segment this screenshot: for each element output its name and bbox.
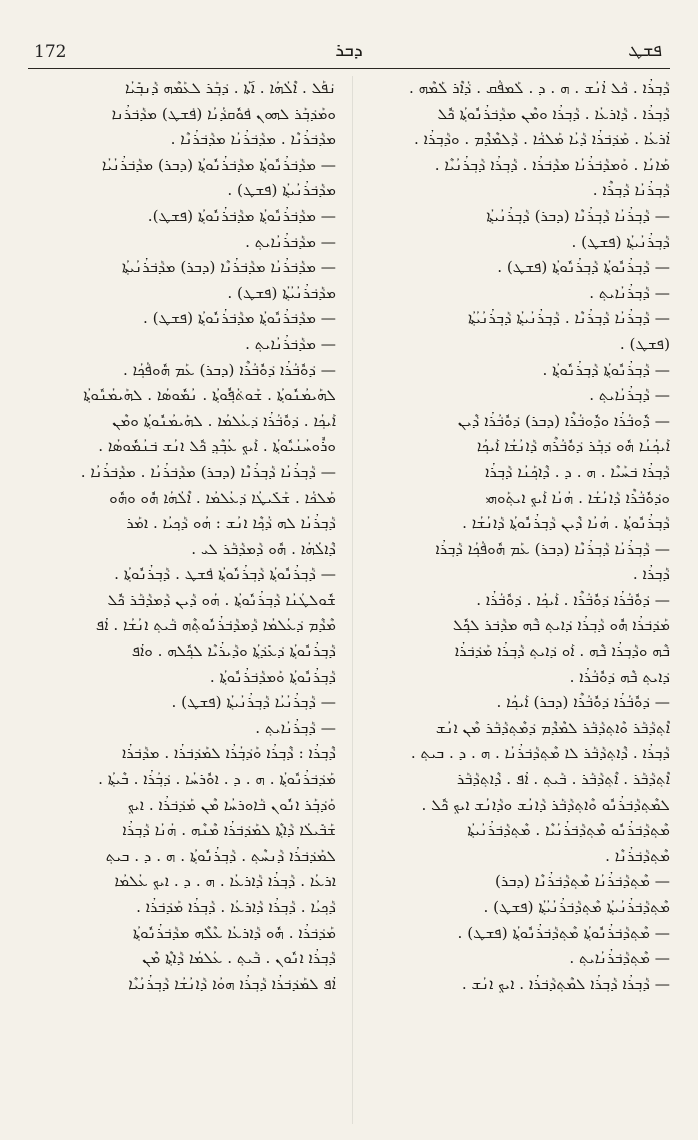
entry-line: ܡܰܐܢܳܐ . ܘܰܡܕ݁ܰܒ݁ܪܳܢܳܐ ܡܕ݁ܰܒ݁ܪܳܐ . ܕ݁ܰܒ݂ܪܳܐ ܕ݁ܰܒ݂ܪܳܢܳܝܶܐ . bbox=[434, 155, 670, 174]
entry-line: — ܕ݁ܘܽܒ݁ܳܪܳܐ ܕ݁ܘܽܒ݁ܳܪܶܐ (ܕܒܪ) ܐܰܝܟ݂ܳܐ . bbox=[496, 693, 670, 712]
running-head-right: ܦܫܛ bbox=[628, 40, 662, 61]
entry-line: — ܕ݁ܽܘܒ݁ܳܪܳܐ ܘܕ݁ܽܘܒ݁ܳܪܶܐ (ܕܒܪ) ܕ݁ܘܽܒ݁ܳܪܳܐ ܕ݁ܶܝܢ bbox=[457, 411, 670, 430]
entry-line: ܐܰܝܟ݂ܳܐ . ܕ݁ܘܽܒ݁ܳܪܳܐ ܕ݁ܥܳܠܡܳܐ . ܠܗܰܝܡܳܢܽܘܬ݂ܳܐ ܘܡܶܢ bbox=[112, 411, 336, 430]
page-header bbox=[28, 42, 670, 69]
entry-line: ܐܶܬ݂ܕ݁ܰܒ݁ܰܪ ܘܶܐܬ݂ܕ݁ܰܒ݁ܰܪ ܠܡܶܕ݁ܶܡ ܕ݁ܡܶܬ݂ܕ݁ܰܒ݁ܰܪ ܡܶܢ ܐܢܳܫ bbox=[435, 718, 670, 737]
entry-line: ܡܶܬ݂ܕ݁ܰܒ݁ܪܳܢܶܐ . bbox=[605, 846, 670, 865]
entry-line: ܡܰܠܟ݁ܳܐ . ܫܰܠܺܝܛܳܐ ܕ݁ܥܳܠܡܳܐ . ܐܶܠܳܗܳܐ ܗܽܘ ܘܗܽܘ bbox=[109, 488, 336, 507]
entry-line: — ܡܕ݁ܰܒ݁ܪܳܢܳܐܝܬ݂ . bbox=[245, 232, 336, 251]
entry-line: ܕ݁ܐܝܬ݂ ܒ݁ܶܗ ܕ݁ܘܽܒ݁ܳܪܳܐ . bbox=[569, 667, 670, 686]
right-column bbox=[370, 76, 670, 1124]
entry-line: ܐܳܦ ܠܡܰܕ݁ܒ݁ܪܳܐ ܕ݁ܰܒ݂ܪܳܐ ܗܘܳܐ ܕ݁ܰܐܢܳܫܳܐ ܕ݁ܰܒ݂ܪܳܢܳܝܶܐ bbox=[128, 974, 336, 993]
entry-line: — ܕ݁ܘܽܒ݁ܳܪܳܐ ܕ݁ܘܽܒ݁ܳܪܶܐ . ܐܰܝܟ݂ܳܐ . ܕ݁ܘܽܒ݁ܳܪܳܐ . bbox=[476, 590, 670, 609]
entry-line: ܕ݁ܰܒ݂ܪܳܢܳܐ ܠܗ ܕ݁ܳܟ݂ܶܐ ܐܢܳܫ : ܗܳܘ ܕ݁ܰܟ݂ܝܳܐ . ܐܡܰܪ bbox=[126, 514, 336, 533]
entry-line: ܕ݁ܰܒ݂ܪܳܐ ܐܢܽܘܢ . ܒ݁ܰܝܬ݂ . ܥܳܠܡܳܐ ܕ݁ܰܐܬ݂ܶܐ ܡܶܢ bbox=[142, 949, 336, 968]
entry-line: ܘܡܰܕ݁ܒ݂ܰܪ ܠܗܘܢ ܦ݁ܘܽܩܕ݁ܳܢܳܐ (ܦ݁ܫܛ) ܡܕ݁ܰܒ݁ܪܳܢܐ bbox=[111, 104, 336, 123]
entry-line: ܫܰܒ݁ܺܝܠܳܐ ܕ݁ܰܐܬ݂ܶܐ ܠܡܰܕ݁ܒ݁ܪܳܐ ܡܶܢܶܗ . ܗܳܢܳܐ ܕ݁ܰܒ݂ܪܳܐ bbox=[122, 821, 336, 840]
entry-line: ܕ݁ܰܒ݂ܪܳܐ ܒ݁ܚܰܝܶܐ . ܗ . ܕ . ܕ݁ܶܐܟ݂ܰܢܳܐ ܕ݁ܰܒ݂ܪܳܐ bbox=[485, 462, 670, 481]
entry-line: ܠܡܰܕ݁ܒ݁ܪܳܐ ܕ݁ܰܢܚܶܬ݂ . ܕ݁ܰܒ݂ܪܳܢܽܘܬ݂ܳܐ . ܗ . ܕ . ܒܝܬ݂ bbox=[105, 846, 336, 865]
entry-line: — ܕ݁ܰܒ݂ܪܳܢܳܐܝܬ݂ . bbox=[589, 283, 670, 302]
entry-line: — ܕ݁ܰܒ݂ܪܳܐ ܕ݁ܰܒ݂ܪܳܐ ܠܡܶܬ݂ܕ݁ܰܒ݁ܪܳܐ . ܐܝܟ݂ ܐܢܳܫ . bbox=[461, 974, 670, 993]
entry-line: — ܕ݁ܰܒ݂ܪܳܢܳܐ ܕ݁ܰܒ݂ܪܳܢܶܐ (ܕܒܪ) ܡܕ݁ܰܒ݁ܪܳܢܳܐ . ܡܕ݁ܰܒ݁ܪܳܢܳܐ . bbox=[80, 462, 336, 481]
entry-line: ܢ݁ܦܰܠ . ܐܶܠܳܗܳܐ . ܐ݇ܬܳܐ . ܕ݁ܒ݂ܰܪ ܠܥܰܡܶܗ ܕ݁ܰܢܒ݂ܺܝܳܐ bbox=[124, 79, 336, 97]
entry-line: ܐܳܪܥܳܐ . ܡܰܕ݁ܒ݁ܪܳܐ ܕ݁ܰܝܳܐ ܡܰܠܟ݁ܳܐ . ܕ݁ܰܠܡܶܕ݁ܶܡ . ܘܕ݁ܰܒ݂ܪܳܐ . bbox=[414, 130, 670, 149]
entry-line: ܕ݁ܶܒ݂ܪܳܐ : ܕ݁ܶܒ݂ܪܳܐ ܘܰܕ݁ܒ݂ܳܪܳܐ ܠܡܰܕ݁ܒ݁ܪܳܐ . ܡܕ݁ܰܒ݁ܪܳܐ bbox=[121, 744, 336, 763]
entry-line: — ܡܶܬ݂ܕ݁ܰܒ݁ܪܳܢܳܐܝܬ݂ . bbox=[569, 949, 670, 968]
entry-line: ܐܰܝܟ݂ܳܢܳܐ ܗܽܘ ܕ݁ܒ݂ܰܪ ܕ݁ܘܽܒ݁ܳܪܶܗ ܕ݁ܰܐܢܳܫܳܐ ܐܰܝܟ݂ܳܐ bbox=[476, 437, 670, 456]
entry-line: ܐܪܥܳܐ . ܕ݁ܰܒ݂ܪܳܐ ܕ݁ܰܐܪܥܳܐ . ܗ . ܕ . ܐܝܟ݂ ܥܳܠܡܳܐ bbox=[114, 872, 336, 891]
entry-line: — ܡܕ݁ܰܒ݁ܪܳܢܽܘܬ݂ܳܐ ܡܕ݁ܰܒ݁ܪܳܢܽܘܬ݂ܳܐ (ܦܫܛ). bbox=[147, 206, 336, 225]
entry-line: ܡܕ݁ܰܒ݁ܪܳܢܶܐ . ܡܕ݁ܰܒ݁ܪܳܢܳܐ ܡܕ݁ܰܒ݁ܪܳܢܶܐ . bbox=[170, 130, 336, 149]
entry-line: — ܕ݁ܰܒ݂ܪܳܢܳܐܝܬ݂ . bbox=[255, 718, 336, 737]
entry-line: — ܕ݁ܰܒ݂ܪܳܢܳܐ ܕ݁ܰܒ݂ܪܳܢܶܐ (ܕܒܪ) ܕ݁ܰܒ݂ܪܳܢܳܝܬ݂ܳܐ bbox=[486, 206, 670, 225]
entry-line: — ܡܕ݁ܰܒ݁ܪܳܢܳܐ ܡܕ݁ܰܒ݁ܪܳܢܶܐ (ܕܒܪ) ܡܕ݁ܰܒ݁ܪܳܢܳܝܬ݂ܳܐ bbox=[121, 258, 336, 277]
text-columns bbox=[36, 76, 670, 1124]
entry-line: ܕ݁ܰܒ݂ܪܳܢܽܘܬ݂ܳܐ ܘܰܡܕ݁ܰܒ݁ܪܳܢܽܘܬ݂ܳܐ . bbox=[209, 667, 336, 686]
entry-line: ܕ݁ܰܒ݂ܪܳܐ . ܟ݁ܰܠ ܐܳܢܳܫ . ܗ . ܕ . ܠܰܡܦ݁ܳܩ . ܕ݁ܳܐܶܪ ܠܰܡܶܗ . bbox=[408, 79, 670, 97]
entry-line: ܡܕ݁ܰܒ݁ܪܳܢܳܝܬ݂ܳܐ (ܦܫܛ) . bbox=[227, 181, 336, 200]
entry-line: — ܕ݁ܰܒ݂ܪܳܢܽܘܬ݂ܳܐ ܕ݁ܰܒ݂ܪܳܢܽܘܬ݂ܳܐ ܦ݁ܫܛ . ܕ݁ܰܒ݂ܪܳܢܽܘܬ݂ܳܐ . bbox=[114, 565, 336, 584]
entry-line: ܕ݁ܰܟ݂ܝܳܐ . ܕ݁ܰܒ݂ܪܳܐ ܕ݁ܰܐܪܥܳܐ . ܕ݁ܰܒ݂ܪܳܐ ܡܰܕ݁ܒ݁ܪܳܐ . bbox=[136, 898, 336, 916]
entry-line: ܕ݁ܰܒ݂ܪܳܐ . ܕ݁ܰܐܪܥܳܐ . ܕ݁ܰܒ݂ܪܳܐ ܘܡܶܢ ܡܕ݁ܰܒ݁ܪܳܢܽܘܬ݂ܳܐ ܟ݁ܽܠ bbox=[437, 104, 670, 123]
entry-line: ܐܶܬ݂ܕ݁ܰܒ݁ܰܪ . ܐܶܬ݂ܕ݁ܰܒ݁ܰܪ . ܒ݁ܰܝܬ݂ . ܐܳܦ . ܕ݁ܶܐܬ݂ܕ݁ܰܒ݁ܰܪ bbox=[456, 770, 670, 789]
page-number: 172 bbox=[34, 42, 67, 62]
entry-line: (ܦܫܛ) . bbox=[619, 334, 670, 353]
entry-line: ܘܰܕ݁ܒ݂ܰܪ ܐܢܽܘܢ ܒ݁ܰܐܘܪܚܳܐ ܡܶܢ ܡܰܕ݁ܒ݁ܪܳܐ . ܐܝܟ݂ bbox=[127, 795, 336, 814]
entry-line: — ܕ݁ܰܒ݂ܪܳܢܳܐ ܕ݁ܰܒ݂ܪܳܢܶܐ . ܕ݁ܰܒ݂ܪܳܢܳܝܬ݂ܳܐ ܕ݁ܰܒ݂ܪܳܢܳܝܳܬ݂ܳܐ bbox=[468, 309, 670, 328]
entry-line: ܡܰܕ݁ܒ݁ܪܳܐ . ܗܽܘ ܕ݁ܰܐܪܥܳܐ ܥܶܠܶܗ ܡܕ݁ܰܒ݁ܪܳܢܽܘܬ݂ܳܐ bbox=[132, 923, 336, 942]
entry-line: ܫܽܘܠܛܳܢܳܐ ܕ݁ܰܒ݂ܪܳܢܽܘܬ݂ܳܐ . ܗܳܘ ܕ݁ܰܝܢ ܕ݁ܰܡܕ݁ܰܒ݁ܰܪ ܟ݁ܽܠ bbox=[107, 590, 336, 609]
entry-line: ܕ݁ܰܒ݂ܪܳܢܽܘܬ݂ܳܐ . ܗܳܢܳܐ ܕ݁ܶܝܢ ܕ݁ܰܒ݂ܪܳܢܽܘܬ݂ܳܐ ܕ݁ܰܐܢܳܫܳܐ . bbox=[462, 514, 670, 533]
entry-line: — ܕ݁ܘܽܒ݁ܳܪܳܐ ܕ݁ܘܽܒ݁ܳܪܶܐ (ܕܒܪ) ܥܰܡ ܗܽܘܦ݁ܳܟ݂ܳܐ . bbox=[122, 360, 336, 379]
entry-line: — ܕ݁ܰܒ݂ܪܳܢܳܐ ܕ݁ܰܒ݂ܪܳܢܶܐ (ܕܒܪ) ܥܰܡ ܗܽܘܦ݁ܳܟ݂ܳܐ ܕ݁ܰܒ݂ܪܳܐ bbox=[435, 539, 670, 558]
entry-line: ܕ݁ܰܒ݂ܪܳܢܽܘܬ݂ܳܐ ܕ݁ܥܺܕ݁ܬ݂ܳܐ ܘܕ݁ܰܝܪܳܝܶܐ ܠܟ݂ܽܠܗ . ܘܐܳܦ bbox=[131, 642, 336, 661]
entry-line: ܘܪܽܘܚܳܢܳܝܽܘܬ݂ܳܐ . ܐܰܝܟ݂ ܥܳܒ݂ܶܕ݂ ܟ݁ܽܠ ܐܢܳܫ ܒ݁ܢܳܡܽܘܣܳܐ . bbox=[98, 437, 336, 456]
entry-line: ܕ݁ܰܒ݂ܪܳܢܳܝܬ݂ܳܐ (ܦܫܛ) . bbox=[571, 232, 670, 251]
entry-line: — ܡܕ݁ܰܒ݁ܪܳܢܽܘܬ݂ܳܐ ܡܕ݁ܰܒ݁ܪܳܢܽܘܬ݂ܳܐ (ܦܫܛ) . bbox=[142, 309, 336, 328]
entry-line: ܕ݁ܶܐܠܳܗܳܐ . ܗܽܘ ܕ݁ܰܡܕ݁ܰܒ݁ܰܪ ܠܝ . bbox=[191, 539, 336, 558]
entry-line: ܕ݁ܰܒ݂ܪܳܐ . ܕ݁ܶܐܬ݂ܕ݁ܰܒ݁ܰܪ ܠܐ ܡܶܬ݂ܕ݁ܰܒ݁ܪܳܢܳܐ . ܗ . ܕ . ܒܝܬ݂ . bbox=[410, 744, 670, 763]
entry-line: ܡܕ݁ܰܒ݁ܪܳܢܳܝܳܬ݂ܳܐ (ܦܫܛ) . bbox=[227, 283, 336, 302]
entry-line: ܕ݁ܰܒ݂ܪܳܐ . bbox=[632, 565, 670, 584]
entry-line: ܠܗܰܝܡܳܢܽܘܬ݂ܳܐ . ܫܰܘܬ݁ܳܦ݂ܽܘܬ݂ܳܐ . ܢܳܡܽܘܣܳܐ . ܠܗܰܝܡܳܢܽܘܬ݂ܳܐ bbox=[83, 386, 336, 405]
column-gutter bbox=[352, 76, 353, 1124]
entry-line: ܡܶܕ݁ܶܡ ܕ݁ܥܳܠܡܳܐ ܕ݁ܰܡܕ݁ܰܒ݁ܪܳܢܽܘܬ݂ܶܗ ܒ݁ܰܝܬ݂ ܐܢܳܫܳܐ . ܐܳܦ bbox=[95, 616, 336, 635]
left-column bbox=[36, 76, 336, 1124]
entry-line: ܡܶܬ݂ܕ݁ܰܒ݁ܪܳܢܽܘ ܡܶܬ݂ܕ݁ܰܒ݁ܪܳܢܳܝܶܐ . ܡܶܬ݂ܕ݁ܰܒ݁ܪܳܢܳܝܬ݂ܳܐ bbox=[467, 821, 670, 840]
running-head-center: ܕܒܪ bbox=[335, 40, 363, 61]
entry-line: ܡܰܕ݁ܒ݁ܪܳܢܽܘܬ݂ܳܐ . ܗ . ܕ . ܐܘܽܪܚܳܐ . ܕ݁ܒ݂ܳܪܳܐ . ܒܶܝܬ݂ܳܐ . bbox=[98, 770, 336, 789]
entry-line: — ܡܶܬ݂ܕ݁ܰܒ݁ܪܳܢܳܐ ܡܶܬ݂ܕ݁ܰܒ݁ܪܳܢܶܐ (ܕܒܪ) bbox=[494, 872, 670, 891]
entry-line: — ܕ݁ܰܒ݂ܪܳܢܳܐܝܬ݂ . bbox=[589, 386, 670, 405]
entry-line: ܠܡܶܬ݂ܕ݁ܰܒ݁ܪܳܢܽܘ ܘܶܐܬ݂ܕ݁ܰܒ݁ܰܪ ܕ݁ܰܐܢܳܫ ܘܕ݁ܰܐܢܳܫ ܐܝܟ݂ ܟ݁ܽܠ . bbox=[421, 795, 670, 814]
entry-line: ܘܕ݁ܘܽܒ݁ܳܪܶܐ ܕ݁ܰܐܢܳܫܳܐ . ܗܳܢܳܐ ܐܰܝܟ݂ ܐܝܬ݂ܰܘܗܝ bbox=[485, 488, 670, 507]
entry-line: ܡܶܬ݂ܕ݁ܰܒ݁ܪܳܢܳܝܬ݂ܳܐ ܡܶܬ݂ܕ݁ܰܒ݁ܪܳܢܳܝܳܬ݂ܳܐ (ܦܫܛ) . bbox=[483, 898, 670, 916]
entry-line: — ܡܶܬ݂ܕ݁ܰܒ݁ܪܳܢܽܘܬ݂ܳܐ ܡܶܬ݂ܕ݁ܰܒ݁ܪܳܢܽܘܬ݂ܳܐ (ܦܫܛ) . bbox=[457, 923, 670, 942]
entry-line: ܡܰܕ݁ܒ݁ܪܳܐ ܗܽܘ ܕ݁ܰܒ݂ܪܳܐ ܕ݁ܐܝܬ݂ ܒ݁ܶܗ ܡܕ݁ܰܒ݁ܪ ܠܟ݂ܽܠ bbox=[452, 616, 670, 635]
entry-line: — ܕ݁ܰܒ݂ܪܳܢܳܝܳܐ ܕ݁ܰܒ݂ܪܳܢܳܝܬ݂ܳܐ (ܦܫܛ) . bbox=[171, 693, 336, 712]
entry-line: — ܡܕ݁ܰܒ݁ܪܳܢܳܐܝܬ݂ . bbox=[245, 334, 336, 353]
entry-line: — ܕ݁ܰܒ݂ܪܳܢܽܘܬ݂ܳܐ ܕ݁ܰܒ݂ܪܳܢܽܘܬ݂ܳܐ (ܦܫܛ) . bbox=[497, 258, 670, 277]
entry-line: ܒ݁ܶܗ ܘܕ݁ܰܒ݂ܪܳܐ ܒ݁ܶܗ . ܐܰܘ ܕ݁ܐܝܬ݂ ܕ݁ܰܒ݂ܪܳܐ ܡܰܕ݁ܒ݁ܪܳܐ bbox=[454, 642, 670, 661]
entry-line: ܕ݁ܰܒ݂ܪܳܢܳܐ ܕ݁ܰܒ݂ܪܶܐ . bbox=[592, 181, 670, 200]
entry-line: — ܡܕ݁ܰܒ݁ܪܳܢܽܘܬ݂ܳܐ ܡܕ݁ܰܒ݁ܪܳܢܽܘܬ݂ܳܐ (ܕܒܪ) ܡܕ݁ܰܒ݁ܪܳܢܳܝܳܐ bbox=[101, 155, 336, 174]
entry-line: — ܕ݁ܰܒ݂ܪܳܢܽܘܬ݂ܳܐ ܕ݁ܰܒ݂ܪܳܢܽܘܬ݂ܳܐ . bbox=[542, 360, 670, 379]
